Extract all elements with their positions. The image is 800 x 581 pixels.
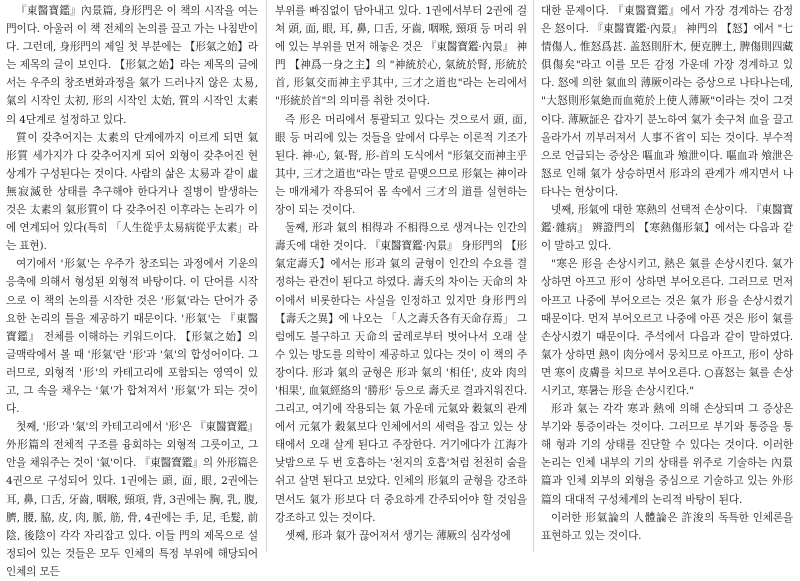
paragraph: 즉 形은 머리에서 통괄되고 있다는 것으로서 頭, 面, 眼 등 머리에 있는 것들을 앞에서 다루는 이론적 기조가 된다. 神·心, 氣-腎, 形-首의 도식에서 "形氣交而神主乎其中, 三才之道也"라는 말로 끝맺으므로 形氣는 神이라는 매개체가 작용되어 몸 속에서 三才의 道를 실현하는 장이 되는 것이다. bbox=[275, 113, 527, 217]
paragraph: 부위를 빠짐없이 담아내고 있다. 1권에서부터 2권에 걸쳐 頭, 面, 眼, 耳, 鼻, 口舌, 牙齒, 咽喉, 頸項 등 머리 위에 있는 부위를 먼저 해놓은 것은 『東醫寶鑑·內景』 神門 【神爲一身之主】의 "神統於心, 氣統於腎, 形統於首, 形氣交而神主乎其中, 三才之道也"라는 논리에서 "形統於首"의 의미를 취한 것이다. bbox=[275, 5, 527, 108]
quote-paragraph: "寒은 形을 손상시키고, 熱은 氣를 손상시킨다. 氣가 상하면 아프고 形이 상하면 부어오른다. 그러므로 먼저 아프고 나중에 부어오르는 것은 氣가 形을 손상시켰기 때문이다. 먼저 부어오르고 나중에 아픈 것은 形이 氣를 손상시켰기 때문이다. 주석에서 다음과 같이 말하였다. 氣가 상하면 熱이 肉分에서 뭉치므로 아프고, 形이 상하면 寒이 皮膚를 치므로 부어오른다. ○喜怒는 氣를 손상시키고, 寒暑는 形을 손상시킨다." bbox=[541, 258, 793, 397]
column-divider bbox=[533, 0, 534, 552]
paragraph: 셋째, 形과 氣가 끊어져서 생기는 薄厥의 심각성에 bbox=[285, 529, 511, 542]
paragraph: 대한 문제이다. 『東醫寶鑑』에서 가장 경계하는 감정은 怒이다. 『東醫寶鑑·內景』 神門의 【怒】에서 "七情傷人, 惟怒爲甚. 盖怒則肝木, 便克脾土, 脾傷則四藏俱傷矣"라고 이를 모든 감정 가운데 가장 경계하고 있다. 怒에 의한 氣血의 薄厥이라는 증상으로 나타나는데, "大怒則形氣絶而血菀於上使人薄厥"이라는 것이 그것이다. 薄厥証은 갑자기 분노하여 氣가 솟구쳐 血을 끌고 올라가서 끼부러져서 人事不省이 되는 것이다. 부수적으로 언급되는 증상은 嘔血과 飧泄이다. 嘔血과 飧泄은 怒로 인해 氣가 상승하면서 形과의 관계가 깨지면서 나타나는 현상이다. bbox=[541, 5, 793, 198]
text-column-1 bbox=[6, 2, 258, 578]
paragraph: 넷째, 形氣에 대한 寒熱의 선택적 손상이다. 『東醫寶鑑·雜病』 辨證門의 【寒熱傷形氣】에서는 다음과 같이 말하고 있다. bbox=[541, 204, 793, 253]
paragraph: 質이 갖추어지는 太素의 단계에까지 이르게 되면 氣形質 세가지가 다 갖추어지게 되어 외형이 갖추어진 현상계가 구성된다는 것이다. 사람의 삶은 太易과 같이 虛無寂滅한 상태를 추구해야 한다거나 질병이 발생하는 것은 太素의 氣形質이 다 갖추어진 이후라는 논리가 이에 연계되어 있다(특히 「人生從乎太易病從乎太素」라는 표현). bbox=[6, 131, 258, 253]
paragraph: 둘째, 形과 氣의 相得과 不相得으로 생겨나는 인간의 壽夭에 대한 것이다. 『東醫寶鑑·內景』 身形門의 【形氣定壽夭】에서는 形과 氣의 균형이 인간의 수요를 결정하는 관건이 된다고 하였다. 壽夭의 차이는 天命의 차이에서 비롯한다는 사실을 인정하고 있지만 身形門의 【壽夭之異】에 나오는 「人之壽夭各有天命存焉」 그럼에도 불구하고 天命의 굴레로부터 벗어나서 오래 살 수 있는 방도를 의학이 제공하고 있다는 것이 이 책의 주장이다. 形과 氣의 균형은 形과 氣의 '相任', 皮와 肉의 '相果', 血氣經絡의 '勝形' 등으로 壽夭로 결과지워진다. 그리고, 여기에 작용되는 氣 가운데 元氣와 穀氣의 관계에서 元氣가 穀氣보다 인체에서의 세력을 잡고 있는 상태에서 오래 살게 된다고 주장한다. 거기에다가 江海가 낮밤으로 두 번 호흡하는 '천지의 호흡'처럼 천천히 숨을 쉬고 살면 된다고 보았다. 인체의 形氣의 균형을 강조하면서도 氣가 形보다 더 중요하게 간주되어야 할 것임을 강조하고 있는 것이다. bbox=[275, 222, 527, 524]
paragraph: 이러한 形氣論의 人體論은 許浚의 독특한 인체론을 표현하고 있는 것이다. bbox=[541, 511, 793, 542]
column-divider bbox=[266, 0, 267, 552]
paragraph: 形과 氣는 각각 寒과 熱에 의해 손상되며 그 증상은 부기와 통증이라는 것이다. 그러므로 부기와 통증을 통해 형과 기의 상태를 진단할 수 있다는 것이다. 이러한 논리는 인체 내부의 기의 상태를 위주로 기술하는 內景篇과 인체 외부의 외형을 중심으로 기술하고 있는 外形篇의 대대적 구성체계의 논리적 바탕이 된다. bbox=[541, 403, 793, 506]
paragraph: 여기에서 '形氣'는 우주가 창조되는 과정에서 기운의 응축에 의해서 형성된 외형적 바탕이다. 이 단어를 시작으로 이 책의 논의를 시작한 것은 '形氣'라는 단어가 중요한 논리의 틀을 제공하기 때문이다. '形氣'는 『東醫寶鑑』 전체를 이해하는 키워드이다. 【形氣之始】의 글맥락에서 볼 때 '形氣'란 '形'과 '氣'의 합성어이다. 그러므로, 외형적 '形'의 카테고리에 포함되는 영역이 있고, 그 속을 채우는 '氣'가 합쳐져서 '形氣'가 되는 것이다. bbox=[6, 258, 258, 416]
text-column-2 bbox=[275, 2, 527, 550]
paragraph: 『東醫寶鑑』內景篇, 身形門은 이 책의 시작을 여는 門이다. 아울러 이 책 전체의 논의를 끌고 가는 나침반이다. 그런데, 身形門의 제일 첫 부분에는 【形氣之始】라는 제목의 글이 보인다. 【形氣之始】라는 제목의 글에서는 우주의 창조변화과정을 氣가 드러나지 않은 太易, 氣의 시작인 太初, 形의 시작인 太始, 質의 시작인 太素의 4단계로 설정하고 있다. bbox=[6, 5, 258, 126]
paragraph: 첫째, '形'과 '氣'의 카테고리에서 '形'은 『東醫寶鑑』外形篇의 전체적 구조를 융회하는 외형적 그릇이고, 그 안을 채워주는 것이 '氣'이다. 『東醫寶鑑』의 外形篇은 4권으로 구성되어 있다. 1권에는 頭, 面, 眼, 2권에는 耳, 鼻, 口舌, 牙齒, 咽喉, 頸項, 背, 3권에는 胸, 乳, 腹, 臍, 腰, 脇, 皮, 肉, 脈, 筋, 骨, 4권에는 手, 足, 毛髮, 前陰, 後陰이 각각 자리잡고 있다. 이들 門의 제목으로 설정되어 있는 것들은 모두 인체의 특정 부위에 해당되어 인체의 모든 bbox=[6, 421, 258, 578]
text-column-3 bbox=[541, 2, 793, 550]
